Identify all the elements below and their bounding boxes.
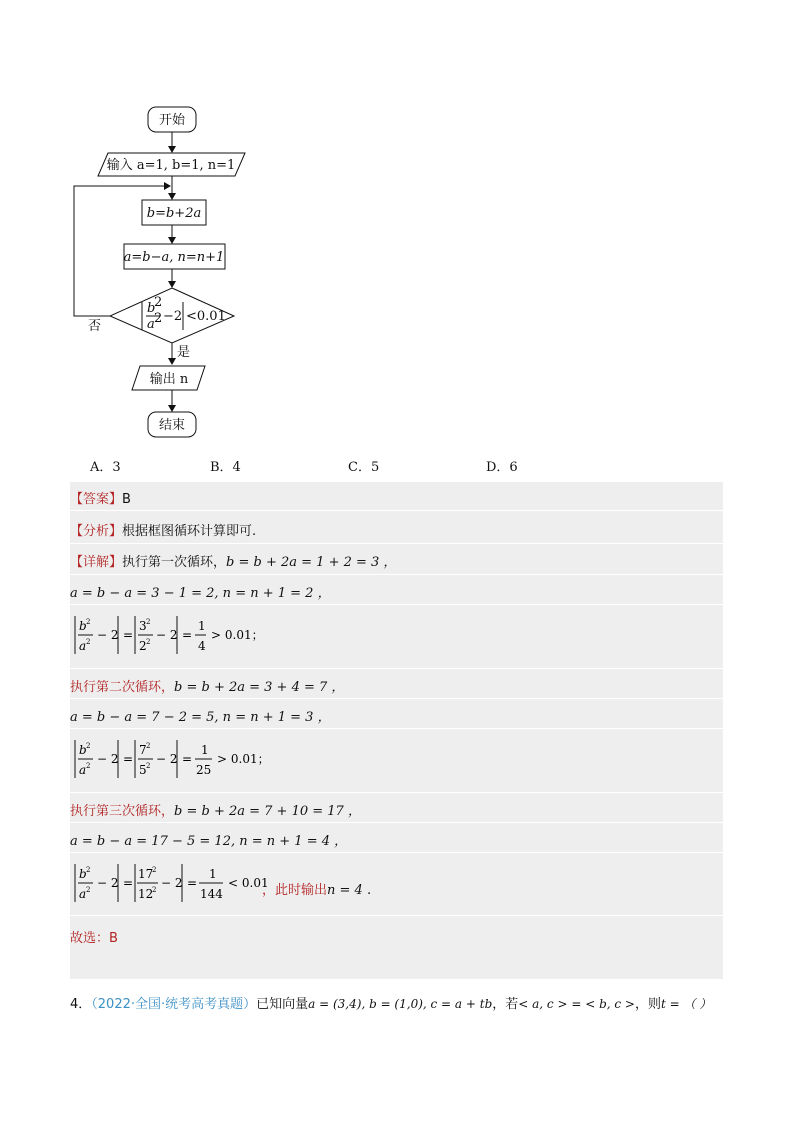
- loop3-note: [262, 879, 371, 898]
- loop1-eq: b = b + 2a = 1 + 2 = 3 ，: [226, 555, 397, 570]
- flow-step2-label: a=b−a, n=n+1: [123, 250, 225, 265]
- flow-input-label: 输入 a=1, b=1, n=1: [106, 158, 236, 173]
- svg-text:− 2: − 2: [161, 876, 183, 890]
- svg-text:2: 2: [146, 638, 151, 646]
- flow-condition-rhs: <0.01: [186, 309, 226, 324]
- svg-text:1: 1: [201, 743, 209, 757]
- svg-text:=: =: [123, 876, 134, 890]
- q4-ask: t = （ ）: [661, 997, 712, 1011]
- svg-text:a: a: [79, 763, 87, 777]
- loop3-check-end: n = 4 .: [327, 883, 372, 898]
- svg-text:b: b: [79, 867, 87, 881]
- q4-angle: < a, c > = < b, c >: [518, 997, 635, 1011]
- svg-text:3: 3: [139, 619, 147, 633]
- option-c: C．5: [348, 460, 380, 475]
- svg-text:− 2: − 2: [97, 752, 119, 766]
- svg-text:=: =: [123, 628, 134, 642]
- svg-text:2: 2: [152, 886, 157, 894]
- svg-text:− 2: − 2: [97, 876, 119, 890]
- flow-output-label: 输出 n: [149, 372, 189, 387]
- svg-text:b: b: [147, 301, 156, 316]
- loop1-check-tail: > 0.01；: [211, 628, 264, 642]
- svg-text:2: 2: [86, 742, 91, 750]
- loop2-eq2: a = b − a = 7 − 2 = 5, n = n + 1 = 3 ，: [70, 710, 331, 725]
- loop2-line: [70, 676, 723, 695]
- loop3-check-tail: < 0.01: [228, 876, 269, 890]
- loop1-check: [72, 612, 372, 663]
- svg-text:b: b: [79, 619, 87, 633]
- svg-text:− 2: − 2: [156, 628, 178, 642]
- loop3-text: 执行第三次循环，: [70, 804, 175, 819]
- svg-text:=: =: [123, 752, 134, 766]
- q4-text-c: ，则: [634, 997, 661, 1012]
- analysis-line: [70, 520, 723, 539]
- option-a: A．3: [90, 460, 121, 475]
- answer-line: [70, 488, 723, 507]
- flow-no-label: 否: [88, 319, 102, 334]
- loop3-eq2: a = b − a = 17 − 5 = 12, n = n + 1 = 4 ，: [70, 834, 348, 849]
- svg-text:144: 144: [200, 887, 223, 901]
- question-4: [70, 993, 711, 1012]
- final-choice: 故选：B: [70, 931, 118, 946]
- flow-start-label: 开始: [158, 113, 186, 128]
- svg-text:5: 5: [139, 763, 147, 777]
- svg-text:a: a: [147, 317, 155, 332]
- svg-text:7: 7: [139, 743, 147, 757]
- svg-text:=: =: [182, 752, 193, 766]
- svg-text:17: 17: [138, 867, 154, 881]
- loop3-line: [70, 800, 723, 819]
- svg-text:2: 2: [154, 311, 163, 326]
- answer-value: B: [122, 492, 131, 507]
- svg-text:2: 2: [86, 886, 91, 894]
- svg-text:−2: −2: [163, 309, 183, 324]
- answer-tag: 【答案】: [70, 492, 123, 507]
- svg-text:=: =: [187, 876, 198, 890]
- svg-text:2: 2: [146, 618, 151, 626]
- loop1-eq2: a = b − a = 3 − 1 = 2, n = n + 1 = 2 ，: [70, 586, 331, 601]
- flowchart: [0, 0, 794, 450]
- svg-text:2: 2: [86, 762, 91, 770]
- loop1-text: 执行第一次循环，: [122, 555, 227, 570]
- option-d: D．6: [486, 460, 518, 475]
- svg-text:b: b: [79, 743, 87, 757]
- svg-text:2: 2: [146, 742, 151, 750]
- svg-text:25: 25: [196, 763, 212, 777]
- flow-end-label: 结束: [158, 418, 186, 433]
- svg-text:2: 2: [86, 618, 91, 626]
- loop2-check-tail: > 0.01；: [217, 752, 270, 766]
- svg-text:2: 2: [146, 762, 151, 770]
- option-b: B．4: [210, 460, 241, 475]
- q4-vectors: a = (3,4), b = (1,0), c = a + tb: [308, 997, 493, 1011]
- svg-text:− 2: − 2: [156, 752, 178, 766]
- svg-text:=: =: [182, 628, 193, 642]
- detail-tag: 【详解】: [70, 555, 123, 570]
- loop3-check-note: ，此时输出: [262, 883, 328, 898]
- svg-text:4: 4: [198, 639, 206, 653]
- q4-text-a: 已知向量: [256, 997, 309, 1012]
- svg-text:2: 2: [152, 866, 157, 874]
- svg-text:12: 12: [138, 887, 154, 901]
- loop2-check: [72, 736, 372, 787]
- svg-text:− 2: − 2: [97, 628, 119, 642]
- loop2-eq: b = b + 2a = 3 + 4 = 7 ，: [174, 680, 345, 695]
- svg-text:2: 2: [86, 866, 91, 874]
- svg-text:a: a: [79, 639, 87, 653]
- analysis-tag: 【分析】: [70, 524, 123, 539]
- analysis-text: 根据框图循环计算即可.: [122, 524, 257, 539]
- svg-text:1: 1: [209, 867, 217, 881]
- q4-source: （2022·全国·统考高考真题）: [91, 997, 257, 1012]
- flow-step1-label: b=b+2a: [146, 206, 202, 221]
- flow-yes-label: 是: [177, 345, 191, 360]
- svg-text:2: 2: [86, 638, 91, 646]
- svg-text:2: 2: [154, 295, 163, 310]
- svg-text:1: 1: [198, 619, 206, 633]
- svg-text:2: 2: [139, 639, 147, 653]
- q4-text-b: ，若: [492, 997, 519, 1012]
- svg-text:a: a: [79, 887, 87, 901]
- loop3-eq: b = b + 2a = 7 + 10 = 17 ，: [174, 804, 361, 819]
- loop2-text: 执行第二次循环，: [70, 680, 175, 695]
- detail-line: [70, 551, 723, 570]
- q4-number: 4．: [70, 997, 92, 1012]
